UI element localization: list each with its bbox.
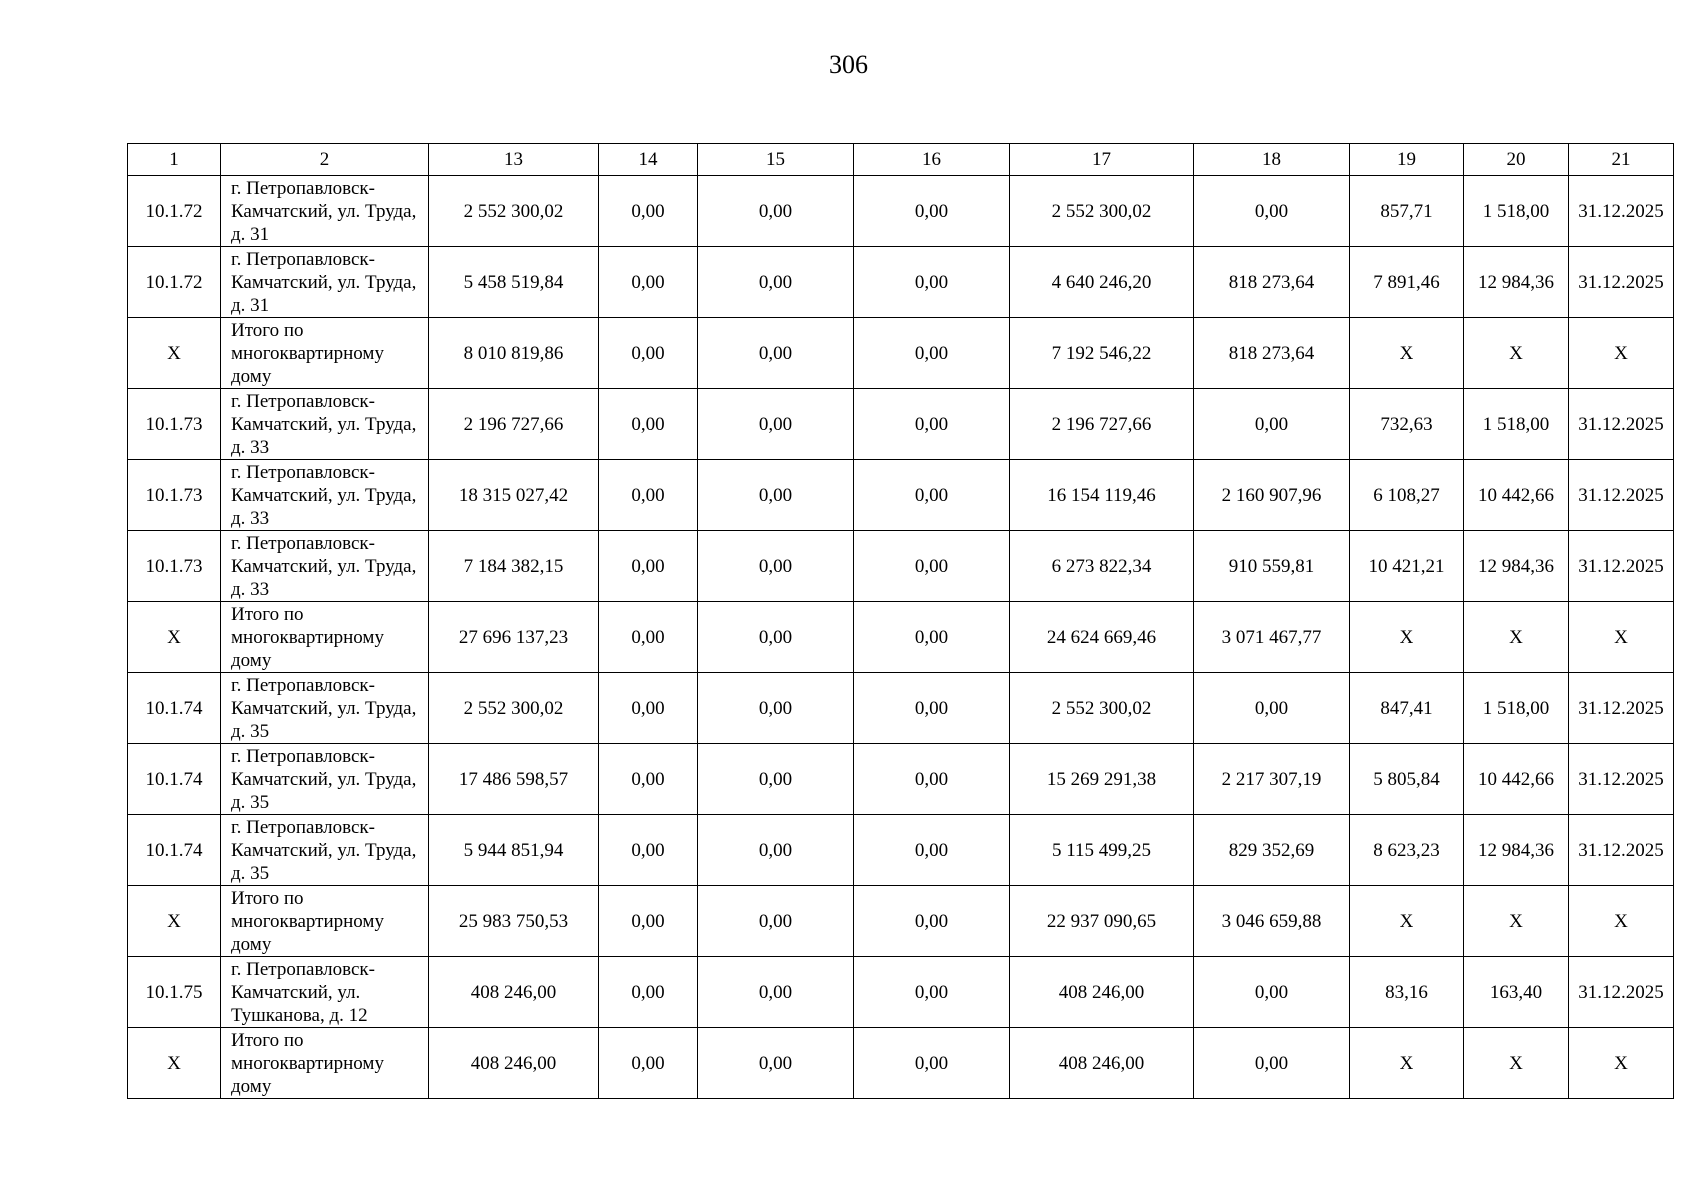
address-cell: г. Петропавловск-Камчатский, ул. Труда, д. 35 [221, 673, 429, 744]
table-cell: 0,00 [698, 602, 854, 673]
table-cell: 163,40 [1464, 957, 1569, 1028]
table-cell: 10.1.74 [128, 815, 221, 886]
table-cell: 0,00 [854, 602, 1010, 673]
table-cell: 0,00 [698, 318, 854, 389]
table-cell: 2 552 300,02 [1010, 176, 1194, 247]
column-header: 17 [1010, 144, 1194, 176]
table-cell: 10.1.72 [128, 176, 221, 247]
column-header: 15 [698, 144, 854, 176]
table-cell: 31.12.2025 [1569, 531, 1674, 602]
table-cell: 15 269 291,38 [1010, 744, 1194, 815]
table-cell: 0,00 [854, 389, 1010, 460]
table-cell: 31.12.2025 [1569, 460, 1674, 531]
table-cell: 10 421,21 [1350, 531, 1464, 602]
table-cell: 0,00 [698, 744, 854, 815]
table-cell: 10.1.72 [128, 247, 221, 318]
table-cell: 10.1.74 [128, 744, 221, 815]
table-row [128, 673, 1674, 744]
table-cell: 408 246,00 [1010, 1028, 1194, 1099]
table-cell: 0,00 [599, 318, 698, 389]
table-cell: X [1350, 602, 1464, 673]
column-header: 20 [1464, 144, 1569, 176]
table-row [128, 247, 1674, 318]
table-cell: 24 624 669,46 [1010, 602, 1194, 673]
table-cell: 0,00 [698, 957, 854, 1028]
table-cell: 5 805,84 [1350, 744, 1464, 815]
table-cell: 0,00 [854, 247, 1010, 318]
table-cell: 0,00 [698, 531, 854, 602]
address-cell: г. Петропавловск-Камчатский, ул. Труда, д. 35 [221, 744, 429, 815]
table-cell: 2 552 300,02 [429, 176, 599, 247]
table-cell: 0,00 [854, 176, 1010, 247]
column-header: 16 [854, 144, 1010, 176]
table-row [128, 531, 1674, 602]
table-row [128, 1028, 1674, 1099]
table-cell: 0,00 [599, 886, 698, 957]
address-cell: Итого по многоквартирному дому [221, 318, 429, 389]
table-row [128, 176, 1674, 247]
table-cell: 829 352,69 [1194, 815, 1350, 886]
header-row [128, 144, 1674, 176]
table-row [128, 389, 1674, 460]
table-cell: X [1569, 318, 1674, 389]
table-cell: 0,00 [698, 815, 854, 886]
column-header: 21 [1569, 144, 1674, 176]
table-cell: X [1569, 886, 1674, 957]
table-cell: 3 046 659,88 [1194, 886, 1350, 957]
table-cell: 2 160 907,96 [1194, 460, 1350, 531]
table-cell: 31.12.2025 [1569, 247, 1674, 318]
table-cell: X [128, 886, 221, 957]
table-cell: 0,00 [854, 744, 1010, 815]
address-cell: г. Петропавловск-Камчатский, ул. Труда, д. 31 [221, 176, 429, 247]
table-cell: 27 696 137,23 [429, 602, 599, 673]
table-cell: 10.1.75 [128, 957, 221, 1028]
table-cell: 732,63 [1350, 389, 1464, 460]
table-row [128, 602, 1674, 673]
table-cell: X [1464, 318, 1569, 389]
address-cell: г. Петропавловск-Камчатский, ул. Труда, д. 33 [221, 531, 429, 602]
table-cell: 2 217 307,19 [1194, 744, 1350, 815]
table-cell: 0,00 [698, 176, 854, 247]
table-cell: 5 115 499,25 [1010, 815, 1194, 886]
table-cell: 83,16 [1350, 957, 1464, 1028]
table-cell: 0,00 [1194, 673, 1350, 744]
column-header: 13 [429, 144, 599, 176]
table-row [128, 460, 1674, 531]
table-cell: 0,00 [854, 886, 1010, 957]
column-header: 1 [128, 144, 221, 176]
table-cell: 12 984,36 [1464, 815, 1569, 886]
table-body [128, 176, 1674, 1099]
table-cell: 6 273 822,34 [1010, 531, 1194, 602]
table-cell: 31.12.2025 [1569, 673, 1674, 744]
table-cell: 2 552 300,02 [429, 673, 599, 744]
table-cell: 0,00 [1194, 176, 1350, 247]
table-cell: 408 246,00 [1010, 957, 1194, 1028]
table-cell: 0,00 [854, 957, 1010, 1028]
table-cell: X [1350, 1028, 1464, 1099]
address-cell: Итого по многоквартирному дому [221, 602, 429, 673]
table-cell: 0,00 [1194, 389, 1350, 460]
column-header: 18 [1194, 144, 1350, 176]
table-cell: 0,00 [599, 957, 698, 1028]
table-cell: 17 486 598,57 [429, 744, 599, 815]
table-cell: 0,00 [698, 460, 854, 531]
table-cell: 16 154 119,46 [1010, 460, 1194, 531]
address-cell: г. Петропавловск-Камчатский, ул. Труда, д. 31 [221, 247, 429, 318]
table-cell: 0,00 [599, 815, 698, 886]
table-cell: 31.12.2025 [1569, 744, 1674, 815]
column-header: 19 [1350, 144, 1464, 176]
table-cell: 0,00 [599, 247, 698, 318]
table-cell: 0,00 [854, 318, 1010, 389]
table-cell: 7 891,46 [1350, 247, 1464, 318]
table-cell: 0,00 [599, 673, 698, 744]
table-cell: 0,00 [599, 602, 698, 673]
table-cell: 8 623,23 [1350, 815, 1464, 886]
table-cell: 0,00 [698, 247, 854, 318]
table-cell: 2 196 727,66 [1010, 389, 1194, 460]
page-number: 306 [829, 50, 868, 79]
table-cell: 31.12.2025 [1569, 176, 1674, 247]
table-cell: 10 442,66 [1464, 744, 1569, 815]
table-cell: 0,00 [854, 815, 1010, 886]
table-cell: 6 108,27 [1350, 460, 1464, 531]
table-cell: 0,00 [599, 389, 698, 460]
table-cell: 0,00 [854, 673, 1010, 744]
table-cell: 0,00 [599, 1028, 698, 1099]
table-cell: 10.1.74 [128, 673, 221, 744]
table-cell: 0,00 [854, 531, 1010, 602]
table-cell: 857,71 [1350, 176, 1464, 247]
table-cell: 25 983 750,53 [429, 886, 599, 957]
table-cell: 818 273,64 [1194, 247, 1350, 318]
table-cell: 4 640 246,20 [1010, 247, 1194, 318]
table-cell: 0,00 [599, 176, 698, 247]
table-cell: 12 984,36 [1464, 247, 1569, 318]
table-cell: 10 442,66 [1464, 460, 1569, 531]
table-row [128, 957, 1674, 1028]
address-cell: г. Петропавловск-Камчатский, ул. Тушканова, д. 12 [221, 957, 429, 1028]
column-header: 14 [599, 144, 698, 176]
table-cell: 0,00 [599, 744, 698, 815]
table-cell: 18 315 027,42 [429, 460, 599, 531]
table-row [128, 815, 1674, 886]
table-cell: 7 184 382,15 [429, 531, 599, 602]
table-cell: 10.1.73 [128, 460, 221, 531]
table-cell: 1 518,00 [1464, 673, 1569, 744]
table-cell: 847,41 [1350, 673, 1464, 744]
address-cell: г. Петропавловск-Камчатский, ул. Труда, д. 33 [221, 389, 429, 460]
table-cell: 22 937 090,65 [1010, 886, 1194, 957]
table-cell: 408 246,00 [429, 1028, 599, 1099]
table-row [128, 744, 1674, 815]
column-header: 2 [221, 144, 429, 176]
table-cell: 12 984,36 [1464, 531, 1569, 602]
table-cell: 0,00 [854, 1028, 1010, 1099]
table-cell: 0,00 [698, 673, 854, 744]
table-cell: 0,00 [698, 389, 854, 460]
address-cell: г. Петропавловск-Камчатский, ул. Труда, д. 33 [221, 460, 429, 531]
table-cell: 818 273,64 [1194, 318, 1350, 389]
table-cell: 10.1.73 [128, 389, 221, 460]
table-cell: 31.12.2025 [1569, 389, 1674, 460]
table-cell: 0,00 [599, 531, 698, 602]
table-cell: X [1569, 602, 1674, 673]
data-table [127, 143, 1674, 1099]
table-cell: 3 071 467,77 [1194, 602, 1350, 673]
table-cell: 2 196 727,66 [429, 389, 599, 460]
table-row [128, 318, 1674, 389]
table-cell: 8 010 819,86 [429, 318, 599, 389]
table-cell: 1 518,00 [1464, 176, 1569, 247]
table-cell: 10.1.73 [128, 531, 221, 602]
address-cell: Итого по многоквартирному дому [221, 1028, 429, 1099]
table-cell: 0,00 [1194, 957, 1350, 1028]
table-cell: 31.12.2025 [1569, 815, 1674, 886]
table-cell: 0,00 [698, 1028, 854, 1099]
table-cell: 5 458 519,84 [429, 247, 599, 318]
address-cell: Итого по многоквартирному дому [221, 886, 429, 957]
table-cell: X [128, 318, 221, 389]
table-cell: 0,00 [599, 460, 698, 531]
table-cell: 910 559,81 [1194, 531, 1350, 602]
table-cell: X [1464, 602, 1569, 673]
table-cell: 0,00 [854, 460, 1010, 531]
address-cell: г. Петропавловск-Камчатский, ул. Труда, д. 35 [221, 815, 429, 886]
table-cell: X [128, 602, 221, 673]
table-cell: X [1464, 1028, 1569, 1099]
table-cell: 7 192 546,22 [1010, 318, 1194, 389]
table-header [128, 144, 1674, 176]
table-cell: 31.12.2025 [1569, 957, 1674, 1028]
table-row [128, 886, 1674, 957]
table-cell: X [1464, 886, 1569, 957]
table-cell: 408 246,00 [429, 957, 599, 1028]
table-cell: 0,00 [1194, 1028, 1350, 1099]
table-cell: 0,00 [698, 886, 854, 957]
table-cell: 5 944 851,94 [429, 815, 599, 886]
table-cell: 1 518,00 [1464, 389, 1569, 460]
table-cell: X [1350, 886, 1464, 957]
table-cell: X [128, 1028, 221, 1099]
table-cell: X [1569, 1028, 1674, 1099]
table-cell: X [1350, 318, 1464, 389]
table-cell: 2 552 300,02 [1010, 673, 1194, 744]
